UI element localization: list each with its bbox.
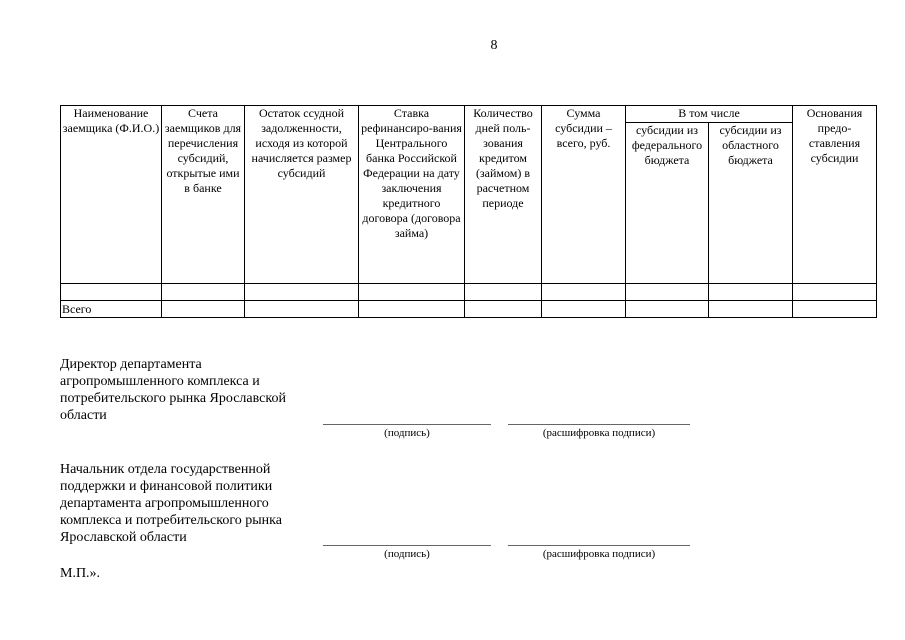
header-loan-balance: Остаток ссудной задолженности, исходя из которой начисляется размер субсидий (245, 106, 359, 284)
decoding-line-1 (508, 424, 690, 425)
decoding-line-2 (508, 545, 690, 546)
header-accounts: Счета заемщиков для перечисления субсидий, открытые ими в банке (162, 106, 245, 284)
header-federal: субсидии из федерального бюджета (626, 123, 709, 284)
signature-caption-2: (подпись) (384, 548, 430, 560)
header-borrower-name: Наименование заемщика (Ф.И.О.) (61, 106, 162, 284)
table-row (61, 284, 877, 301)
stamp-mark: М.П.». (60, 566, 101, 581)
header-basis: Основания предо-ставления субсидии (793, 106, 877, 284)
signature-line-1 (323, 424, 491, 425)
header-including: В том числе (626, 106, 793, 123)
decoding-caption-1: (расшифровка подписи) (542, 427, 656, 439)
total-row (61, 301, 877, 318)
signer-2-position: Начальник отдела государственной поддержки и финансовой политики департамента агропромышленного комплекса и потребительского рынка Ярославской области (60, 462, 282, 545)
signature-line-2 (323, 545, 491, 546)
header-days-count: Количество дней поль-зования кредитом (займом) в расчетном периоде (465, 106, 542, 284)
subsidy-table (60, 105, 877, 318)
header-subsidy-sum: Сумма субсидии – всего, руб. (542, 106, 626, 284)
header-refinancing-rate: Ставка рефинансиро-вания Центрального банка Российской Федерации на дату заключения кредитного договора (договора займа) (359, 106, 465, 284)
decoding-caption-2: (расшифровка подписи) (542, 548, 656, 560)
page-number: 8 (490, 38, 498, 53)
signer-1-position: Директор департамента агропромышленного комплекса и потребительского рынка Ярославской области (60, 357, 286, 423)
signature-caption-1: (подпись) (384, 427, 430, 439)
total-label: Всего (61, 301, 162, 318)
header-regional: субсидии из областного бюджета (709, 123, 793, 284)
